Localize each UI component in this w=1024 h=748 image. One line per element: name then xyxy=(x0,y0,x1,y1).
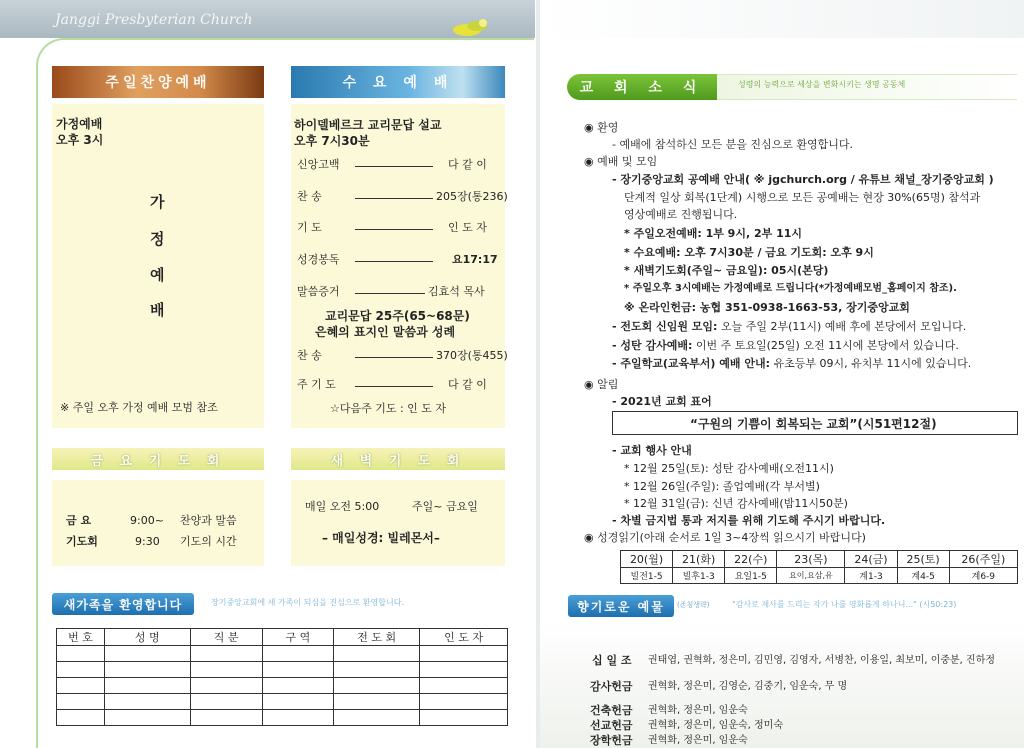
order-value: 김효석 목사 xyxy=(428,285,485,298)
offering-names: 권혁화, 정은미, 임운숙 xyxy=(648,705,748,716)
friday-header: 금 요 기 도 회 xyxy=(52,448,264,470)
offering-label: 장학헌금 xyxy=(590,734,633,747)
table-row xyxy=(57,678,508,694)
column-header: 인 도 자 xyxy=(420,629,508,646)
header-bar xyxy=(0,0,535,38)
news-text: - 예배에 참석하신 모든 분을 진심으로 환영합니다. xyxy=(612,138,853,151)
next-prayer: ☆다음주 기도 : 인 도 자 xyxy=(330,402,447,415)
motto: “구원의 기쁨이 회복되는 교회”(시51편12절) xyxy=(690,417,937,431)
newfamily-header: 새가족을 환영합니다 xyxy=(52,593,194,615)
dawn-panel xyxy=(291,480,505,566)
leader-line xyxy=(355,386,433,387)
offering-names: 권혁화, 정은미, 임운숙 xyxy=(648,735,748,746)
reading-book: 계1-3 xyxy=(845,568,897,584)
news-text: - 2021년 교회 표어 xyxy=(612,395,712,408)
news-text: - 전도회 신임원 모임: 오늘 주일 2부(11시) 예배 후에 본당에서 모입니다. xyxy=(612,320,967,333)
news-header: 교 회 소 식 xyxy=(567,74,717,100)
section-heading: ◉ 환영 xyxy=(584,121,619,134)
vertical-char: 배 xyxy=(150,301,165,319)
news-text: ※ 온라인헌금: 농협 351-0938-1663-53, 장기중앙교회 xyxy=(624,301,910,314)
news-text: - 주일학교(교육부서) 예배 안내: 유초등부 09시, 유치부 11시에 있습니다. xyxy=(612,357,972,370)
news-text: * 새벽기도회(주일~ 금요일): 05시(본당) xyxy=(624,264,829,277)
offering-tag: (존칭생략) xyxy=(677,601,710,609)
column-header: 구 역 xyxy=(262,629,334,646)
column-header: 성 명 xyxy=(104,629,190,646)
event-item: * 12월 25일(토): 성탄 감사예배(오전11시) xyxy=(624,462,834,475)
leader-line xyxy=(355,293,425,294)
sunday-time: 오후 3시 xyxy=(56,133,104,147)
order-value: 요17:17 xyxy=(452,253,498,266)
offering-verse: "감사로 제사를 드리는 자가 나를 영화롭게 하나니..." (시50:23) xyxy=(732,600,957,609)
reading-day: 25(토) xyxy=(897,551,949,568)
vertical-char: 가 xyxy=(150,193,165,211)
reading-book: 계4-5 xyxy=(897,568,949,584)
table-row xyxy=(57,710,508,726)
news-text: - 장기중앙교회 공예배 안내( ※ jgchurch.org / 유튜브 채널_장기중앙교회 ) xyxy=(612,173,994,186)
table-row xyxy=(621,551,1018,568)
reading-day: 23(목) xyxy=(777,551,845,568)
leader-line xyxy=(355,198,433,199)
sunday-service: 가정예배 xyxy=(56,117,103,131)
leader-line xyxy=(355,229,433,230)
offering-names: 권혁화, 정은미, 김영순, 김중기, 임운숙, 무 명 xyxy=(648,681,848,692)
catechism: 교리문답 25주(65~68문) xyxy=(325,309,470,323)
wednesday-header: 수 요 예 배 xyxy=(291,66,505,98)
section-heading: ◉ 알림 xyxy=(584,378,619,391)
vertical-char: 예 xyxy=(150,266,165,284)
catechism-subtitle: 은혜의 표지인 말씀과 성례 xyxy=(315,325,456,339)
table-row xyxy=(57,646,508,662)
offering-names: 권혁화, 정은미, 임운숙, 정미숙 xyxy=(648,720,783,731)
reading-day: 20(월) xyxy=(621,551,673,568)
order-item: 성경봉독 xyxy=(297,253,340,266)
column-header: 번 호 xyxy=(57,629,105,646)
church-name: Janggi Presbyterian Church xyxy=(55,12,253,28)
leader-line xyxy=(355,166,433,167)
news-text: * 주일오전예배: 1부 9시, 2부 11시 xyxy=(624,227,803,240)
order-item: 주 기 도 xyxy=(297,378,336,391)
dawn-days: 주일~ 금요일 xyxy=(412,500,478,513)
offering-names: 권태엽, 권혁화, 정은미, 김민영, 김영자, 서병찬, 이용일, 최보미, 이중분, 진하정 xyxy=(648,655,996,666)
header-bar-right xyxy=(540,0,1024,38)
news-text: * 주일오후 3시예배는 가정예배로 드립니다(*가정예배모범_홈페이지 참조). xyxy=(624,283,957,294)
order-item: 찬 송 xyxy=(297,190,322,203)
order-value: 370장(통455) xyxy=(436,349,508,362)
offering-label: 건축헌금 xyxy=(590,704,633,717)
friday-label: 금 요 xyxy=(66,514,92,527)
event-item: * 12월 26일(주일): 졸업예배(각 부서별) xyxy=(624,480,820,493)
offering-label: 선교헌금 xyxy=(590,719,633,732)
sunday-note: ※ 주일 오후 가정 예배 모범 참조 xyxy=(60,401,218,414)
reading-book: 요일1-5 xyxy=(725,568,777,584)
news-text: - 성탄 감사예배: 이번 주 토요일(25일) 오전 11시에 본당에서 있습니다. xyxy=(612,339,959,352)
order-value: 인 도 자 xyxy=(448,221,487,234)
table-row xyxy=(57,694,508,710)
reading-day: 21(화) xyxy=(673,551,725,568)
order-item: 찬 송 xyxy=(297,349,322,362)
order-item: 신앙고백 xyxy=(297,158,340,171)
order-item: 말씀증거 xyxy=(297,285,340,298)
reading-book: 요이,요삼,유 xyxy=(777,568,845,584)
friday-desc: 기도의 시간 xyxy=(180,535,237,548)
newfamily-desc: 장기중앙교회에 새 가족이 되심을 진심으로 환영합니다. xyxy=(211,598,404,607)
offering-label: 십 일 조 xyxy=(592,654,632,667)
column-header: 직 분 xyxy=(190,629,262,646)
table-header-row xyxy=(57,629,508,646)
leader-line xyxy=(355,357,433,358)
newfamily-table xyxy=(56,628,508,726)
reading-book: 빌전1-5 xyxy=(621,568,673,584)
event-item: * 12월 31일(금): 신년 감사예배(밤11시50분) xyxy=(624,497,848,510)
friday-time: 9:30 xyxy=(135,535,160,548)
reading-book: 빌후1-3 xyxy=(673,568,725,584)
wednesday-sermon: 하이델베르크 교리문답 설교 xyxy=(294,118,442,132)
dawn-time: 매일 오전 5:00 xyxy=(305,500,380,513)
dawn-reading: – 매일성경: 빌레몬서– xyxy=(322,531,440,545)
reading-day: 26(주일) xyxy=(949,551,1017,568)
table-row xyxy=(57,662,508,678)
order-value: 다 같 이 xyxy=(448,158,487,171)
news-text: 영상예배로 진행됩니다. xyxy=(624,208,738,221)
reading-table xyxy=(620,550,1018,584)
section-heading: ◉ 성경읽기(아래 순서로 1일 3~4장씩 읽으시기 바랍니다) xyxy=(584,531,866,544)
friday-desc: 찬양과 말씀 xyxy=(180,514,237,527)
wednesday-time: 오후 7시30분 xyxy=(294,134,370,148)
table-row xyxy=(621,568,1018,584)
offering-label: 감사헌금 xyxy=(590,680,633,693)
section-heading: ◉ 예배 및 모임 xyxy=(584,155,658,168)
dawn-header: 새 벽 기 도 회 xyxy=(291,448,505,470)
reading-book: 계6-9 xyxy=(949,568,1017,584)
friday-time: 9:00~ xyxy=(130,514,164,527)
news-slogan: 성령의 능력으로 세상을 변화시키는 생명 공동체 xyxy=(738,80,906,89)
column-header: 전 도 회 xyxy=(334,629,420,646)
reading-day: 22(수) xyxy=(725,551,777,568)
news-text: - 교회 행사 안내 xyxy=(612,444,692,457)
news-text: * 수요예배: 오후 7시30분 / 금요 기도회: 오후 9시 xyxy=(624,246,874,259)
news-text: 단계적 일상 회복(1단계) 시행으로 모든 공예배는 현장 30%(65명) 참석과 xyxy=(624,191,981,204)
order-value: 다 같 이 xyxy=(448,378,487,391)
vertical-char: 정 xyxy=(150,230,165,248)
sunday-header: 주일찬양예배 xyxy=(52,66,264,98)
friday-label: 기도회 xyxy=(66,535,98,548)
leader-line xyxy=(355,261,433,262)
reading-day: 24(금) xyxy=(845,551,897,568)
order-value: 205장(통236) xyxy=(436,190,508,203)
order-item: 기 도 xyxy=(297,221,322,234)
news-text: - 차별 금지법 통과 저지를 위해 기도해 주시기 바랍니다. xyxy=(612,514,886,527)
offering-header: 향기로운 예물 xyxy=(568,595,674,617)
